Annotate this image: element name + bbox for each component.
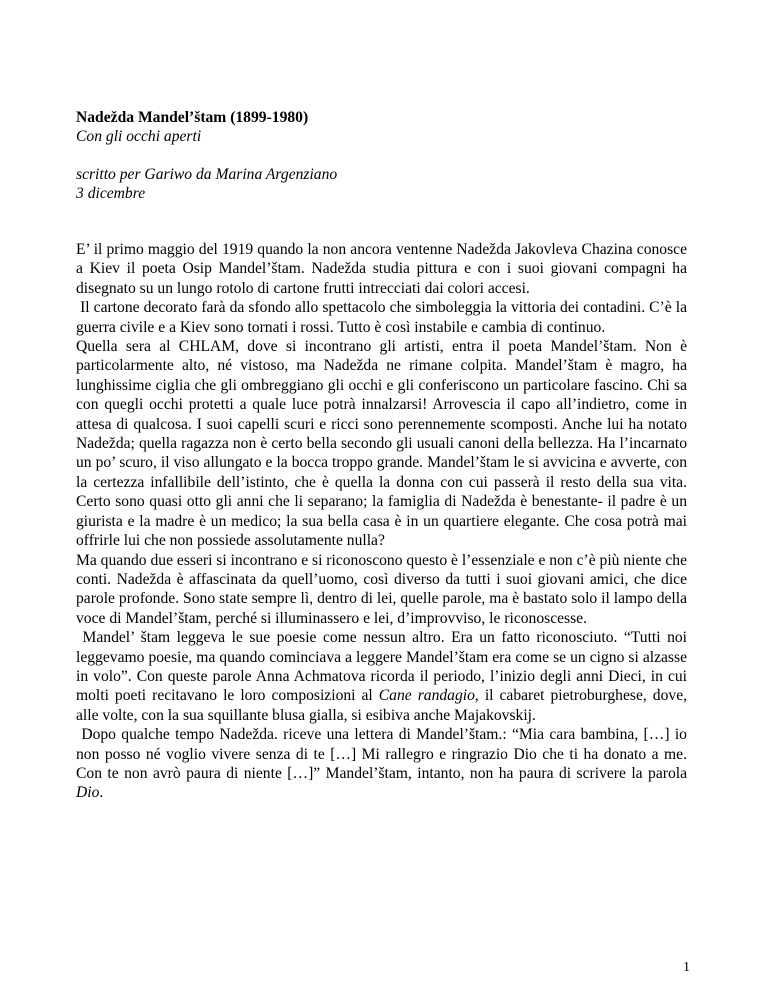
article-title: Nadežda Mandel’štam (1899-1980) [76,109,309,126]
paragraph-6 [76,725,687,803]
article-byline: scritto per Gariwo da Marina Argenziano [76,166,338,183]
paragraph-5-text-b: , il cabaret pietroburghese, dove, alle volte, con la sua squillante blusa gialla, si esibiva anche Majakovskij. [76,687,688,724]
document-header [76,108,337,203]
article-subtitle: Con gli occhi aperti [76,128,202,145]
paragraph-6-text-a: Dopo qualche tempo Nadežda. riceve una lettera di Mandel’štam.: “Mia cara bambina, […] io non posso né voglio vivere senza di te […] Mi rallegro e ringrazio Dio che ti ha donato a me. Con te non avrò paura di niente […]” Mandel’štam, intanto, non ha paura di scrivere la parola [76,726,687,782]
paragraph-1: E’ il primo maggio del 1919 quando la non ancora ventenne Nadežda Jakovleva Chazina conosce a Kiev il poeta Osip Mandel’štam. Nadežda studia pittura e con i suoi giovani compagni ha disegnato su un lungo rotolo di cartone frutti intrecciati dai colori accesi. [76,241,687,297]
paragraph-2 [76,298,687,337]
paragraph-6-italic: Dio [76,784,100,802]
paragraph-5-italic: Cane randagio [378,687,475,705]
paragraph-4: Ma quando due esseri si incontrano e si riconoscono questo è l’essenziale e non c’è più niente che conti. Nadežda è affascinata da quell’uomo, così diverso da tutti i suoi giovani amici, che dice parole profonde. Sono state sempre lì, dentro di lei, quelle parole, ma è bastato solo il lampo della voce di Mandel’štam, perché si illuminassero e lei, d’improvviso, le riconoscesse. [76,551,687,627]
paragraph-2-text: Il cartone decorato farà da sfondo allo spettacolo che simboleggia la vittoria dei contadini. C’è la guerra civile e a Kiev sono tornati i rossi. Tutto è così instabile e cambia di continuo. [76,299,687,336]
article-date: 3 dicembre [76,185,146,202]
paragraph-5 [76,628,687,725]
paragraph-5-text-a: Mandel’ štam leggeva le sue poesie come nessun altro. Era un fatto riconosciuto. “Tutti noi leggevamo poesie, ma quando cominciava a leggere Mandel’štam era come se un cigno si alzasse in volo”. Con queste parole Anna Achmatova ricorda il periodo, l’inizio degli anni Dieci, in cui molti poeti recitavano le loro composizioni al [76,629,687,705]
page-number: 1 [683,960,690,975]
paragraph-3: Quella sera al CHLAM, dove si incontrano gli artisti, entra il poeta Mandel’štam. Non è particolarmente alto, né vistoso, ma Nadežda ne rimane colpita. Mandel’štam è magro, ha lunghissime ciglia che gli ombreggiano gli occhi e gli conferiscono un particolare fascino. Chi sa con quegli occhi protetti a quale luce potrà innalzarsi! Arrovescia il capo all’indietro, come in attesa di qualcosa. I suoi capelli scuri e ricci sono perennemente scomposti. Anche lui ha notato Nadežda; quella ragazza non è certo bella secondo gli usuali canoni della bellezza. Ha l’incarnato un po’ scuro, il viso allungato e la bocca troppo grande. Mandel’štam le si avvicina e avverte, con la certezza infallibile dell’istinto, che è quella la donna con cui passerà il resto della sua vita. Certo sono quasi otto gli anni che li separano; la famiglia di Nadežda è benestante- il padre è un giurista e la madre è un medico; la sua bella casa è in un quartiere elegante. Che cosa potrà mai offrirle lui che non possiede assolutamente nulla? [76,338,687,550]
article-body [76,240,687,803]
paragraph-6-text-b: . [99,784,104,802]
